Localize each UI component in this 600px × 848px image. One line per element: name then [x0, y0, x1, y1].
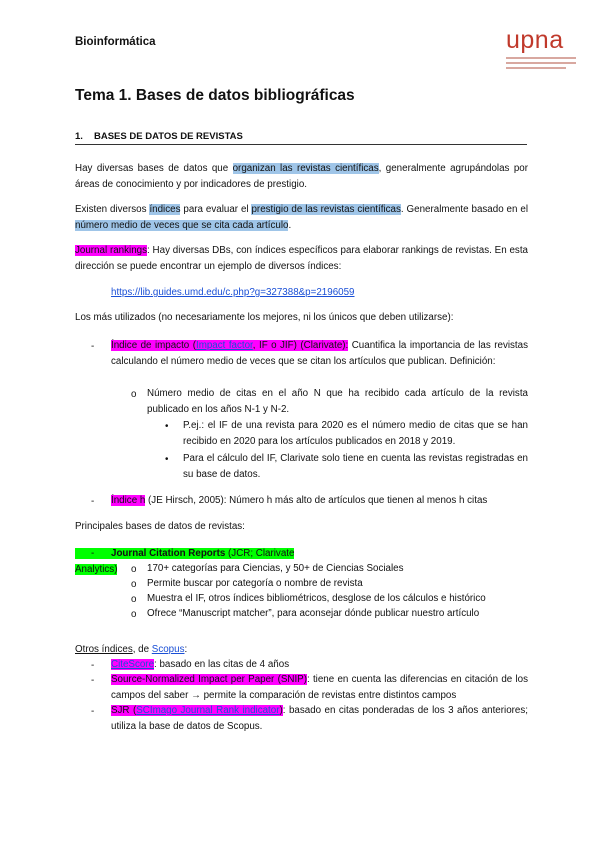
jcr-item-1: Permite buscar por categoría o nombre de revista [147, 578, 363, 589]
if-clarivate-note: Para el cálculo del IF, Clarivate solo tiene en cuenta las revistas registradas en su base de datos. [183, 453, 528, 480]
jcr-title: Journal Citation Reports [111, 548, 226, 559]
p2-highlight-numero: número medio de veces que se cita cada artículo [75, 220, 289, 231]
impact-factor-link[interactable]: Impact factor [195, 340, 253, 351]
paragraph-1 [75, 161, 528, 193]
p2-text-3: . Generalmente basado en el [400, 204, 528, 215]
rankings-link[interactable] [111, 285, 355, 301]
p2-highlight-prestigio: prestigio de las revistas científicas [251, 204, 401, 215]
impact-factor-item [111, 338, 528, 370]
jcr-bullet-2: o [131, 594, 137, 605]
section-title: BASES DE DATOS DE REVISTAS [94, 131, 243, 142]
citescore-text: : basado en las citas de 4 años [154, 659, 290, 670]
sub-bullet-o: o [131, 389, 137, 400]
sjr-link[interactable]: SCImago Journal Rank indicator [136, 705, 280, 716]
sjr-highlight-a: SJR ( [111, 705, 137, 716]
paragraph-2 [75, 202, 528, 234]
logo-text: upna [506, 26, 564, 54]
paragraph-3 [75, 243, 528, 275]
p2-highlight-indices: índices [149, 204, 181, 215]
jcr-publisher: (JCR; Clarivate Analytics) [75, 548, 295, 575]
h-index-text: (JE Hirsch, 2005): Número h más alto de artículos que tienen al menos h citas [145, 495, 488, 506]
otros-indices-label: Otros índices [75, 644, 133, 655]
paragraph-4: Los más utilizados (no necesariamente los mejores, ni los únicos que deben utilizarse): [75, 312, 454, 323]
bullet-dash: - [91, 341, 95, 352]
h-index-item [111, 493, 528, 509]
sub-sub-bullet: • [165, 421, 169, 432]
p2-text-2: para evaluar el [180, 204, 252, 215]
page-title: Tema 1. Bases de datos bibliográficas [75, 87, 355, 104]
p1-text: Hay diversas bases de datos que [75, 163, 233, 174]
jcr-item-3: Ofrece “Manuscript matcher”, para aconsejar dónde publicar nuestro artículo [147, 608, 480, 619]
bullet-dash: - [91, 675, 95, 686]
p3-text: : Hay diversas DBs, con índices específicos para elaborar rankings de revistas. En esta dirección se puede encontrar un ejemplo de diversos índices: [75, 245, 528, 272]
jcr-item-0: 170+ categorías para Ciencias, y 50+ de Ciencias Sociales [147, 563, 404, 574]
otros-colon: : [184, 644, 188, 655]
header-title: Bioinformática [75, 36, 156, 48]
section-number: 1. [75, 131, 83, 142]
p1-highlight: organizan las revistas científicas [232, 163, 379, 174]
snip-highlight: Source-Normalized Impact per Paper (SNIP) [111, 674, 307, 685]
impact-highlight-c: , IF o JIF) (Clarivate): [252, 340, 349, 351]
citescore-link[interactable]: CiteScore [111, 659, 155, 670]
h-index-highlight: Índice h [111, 495, 146, 506]
citescore-item [111, 657, 289, 673]
bullet-dash: - [91, 706, 95, 717]
snip-item [111, 672, 528, 704]
if-example: P.ej.: el IF de una revista para 2020 es el número medio de citas que se han recibido en 2020 para los artículos publicados en 2018 y 2019. [183, 420, 528, 447]
jcr-item-2: Muestra el IF, otros índices bibliométricos, desglose de los cálculos e histórico [147, 593, 486, 604]
snip-text-end: permite la comparación de revistas entre distintos campos [200, 690, 457, 701]
p1-text-end: , generalmente agrupándolas por áreas de conocimiento y por indicadores de prestigio. [75, 163, 528, 190]
snip-text: : tiene en cuenta las diferencias en citación de los campos del saber [111, 674, 528, 701]
sjr-text: : basado en citas ponderadas de los 3 años anteriores; utiliza la base de datos de Scopus. [111, 705, 528, 732]
p2-text: Existen diversos [75, 204, 150, 215]
sub-sub-bullet: • [165, 454, 169, 465]
bullet-dash: - [91, 496, 95, 507]
otros-indices-heading [75, 642, 187, 658]
logo-subtitle-lines [506, 57, 578, 69]
arrow-right-icon: → [191, 690, 201, 701]
paragraph-5: Principales bases de datos de revistas: [75, 521, 245, 532]
jcr-bullet-0: o [131, 564, 137, 575]
scopus-link[interactable]: Scopus [151, 644, 185, 655]
jcr-dash: - [91, 548, 95, 559]
impact-description: Cuantifica la importancia de las revistas calculando el número medio de veces que se citan los artículos que publican. Definición: [111, 340, 528, 367]
otros-de: , de [132, 644, 152, 655]
p2-text-end: . [288, 220, 292, 231]
if-definition: Número medio de citas en el año N que ha recibido cada artículo de la revista publicado en los años N-1 y N-2. [147, 388, 528, 415]
bullet-dash: - [91, 660, 95, 671]
section-heading [75, 131, 527, 145]
journal-rankings-highlight: Journal rankings [75, 245, 147, 256]
impact-highlight-a: Índice de impacto ( [111, 340, 196, 351]
rankings-link-text[interactable]: https://lib.guides.umd.edu/c.php?g=327388&p=2196059 [111, 287, 355, 298]
jcr-bullet-1: o [131, 579, 137, 590]
sjr-highlight-c: ) [279, 705, 283, 716]
sjr-item [111, 703, 528, 735]
jcr-bullet-3: o [131, 609, 137, 620]
upna-logo [506, 28, 578, 72]
